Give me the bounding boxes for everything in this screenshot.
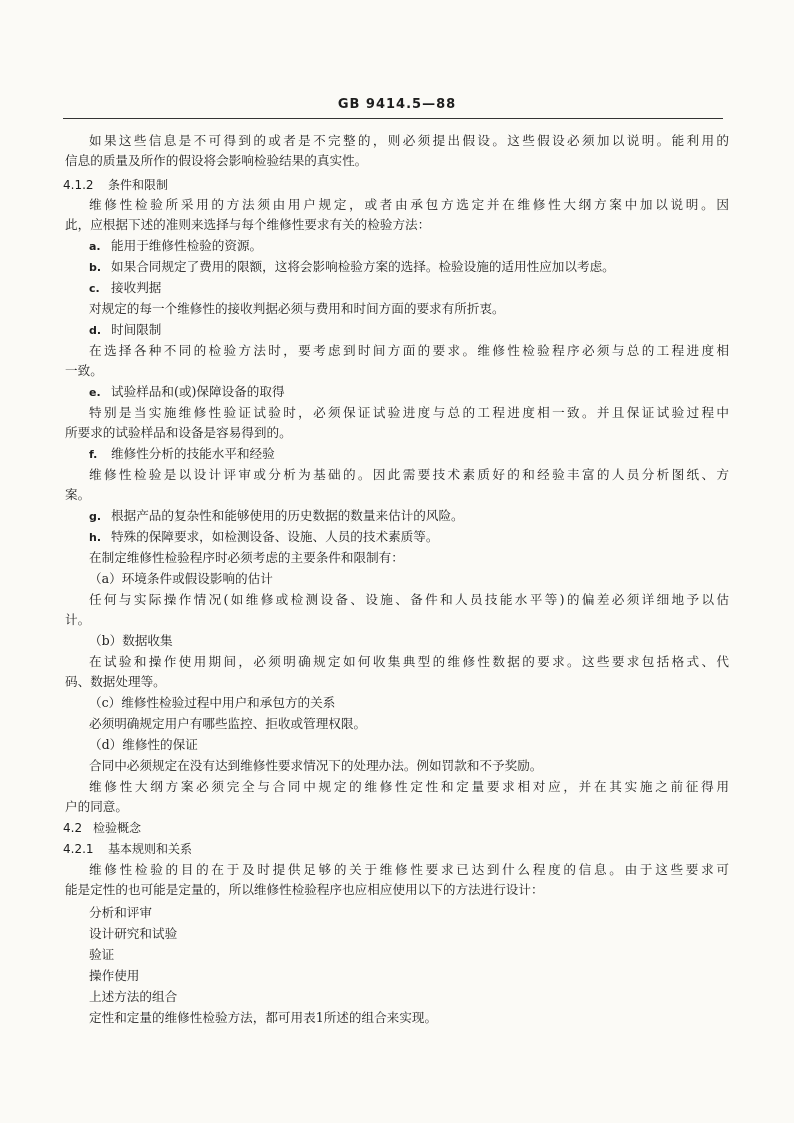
paragraph-line: 户的同意。 [65, 799, 128, 814]
list-label: a. [89, 240, 101, 253]
list-label: f. [89, 448, 98, 461]
paragraph-line: 在制定维修性检验程序时必须考虑的主要条件和限制有： [89, 550, 404, 565]
list-text: 能用于维修性检验的资源。 [111, 238, 263, 253]
list-text: 试验样品和(或)保障设备的取得 [111, 384, 285, 399]
method-list-item: 分析和评审 [89, 905, 152, 920]
paragraph-line: 合同中必须规定在没有达到维修性要求情况下的处理办法。例如罚款和不予奖励。 [89, 758, 543, 773]
section-number: 4.1.2 [63, 178, 94, 192]
list-label: b. [89, 261, 102, 274]
section-title: 基本规则和关系 [108, 842, 193, 856]
list-label: c. [89, 282, 100, 295]
paragraph-line: 码、数据处理等。 [65, 674, 166, 689]
section-title: 条件和限制 [108, 178, 169, 192]
list-item-e [89, 384, 285, 401]
list-item-b [89, 259, 615, 276]
paragraph-line: 案。 [65, 487, 91, 502]
list-text: 接收判据 [111, 280, 162, 295]
list-label: h. [89, 531, 102, 544]
list-label: g. [89, 510, 102, 523]
paragraph-line: 对规定的每一个维修性的接收判据必须与费用和时间方面的要求有所折衷。 [89, 301, 505, 316]
list-item-g [89, 508, 464, 525]
header-rule [63, 118, 723, 119]
section-heading-4-2-1 [63, 841, 192, 857]
list-item-f [89, 446, 275, 463]
method-list-item: 操作使用 [89, 968, 140, 983]
list-item-c [89, 280, 161, 297]
method-list-item: 设计研究和试验 [89, 926, 178, 941]
subheading-a: （a）环境条件或假设影响的估计 [89, 571, 273, 586]
paragraph-line: 维修性检验是以设计评审或分析为基础的。因此需要技术素质好的和经验丰富的人员分析图纸、方 [89, 467, 729, 482]
section-number: 4.2.1 [63, 842, 94, 856]
list-label: d. [89, 324, 102, 337]
subheading-b: （b）数据收集 [89, 633, 173, 648]
method-list-item: 上述方法的组合 [89, 989, 178, 1004]
paragraph-line: 一致。 [65, 363, 103, 378]
paragraph-line: 在选择各种不同的检验方法时，要考虑到时间方面的要求。维修性检验程序必须与总的工程进度相 [89, 343, 729, 358]
list-label: e. [89, 386, 101, 399]
paragraph-line: 维修性大纲方案必须完全与合同中规定的维修性定性和定量要求相对应，并在其实施之前征得用 [89, 779, 729, 794]
section-heading-4-1-2 [63, 177, 168, 193]
list-item-d [89, 322, 161, 339]
paragraph-line: 维修性检验所采用的方法须由用户规定，或者由承包方选定并在维修性大纲方案中加以说明。因 [89, 197, 729, 212]
paragraph-line: 定性和定量的维修性检验方法，都可用表1所述的组合来实现。 [89, 1010, 438, 1025]
list-text: 如果合同规定了费用的限额，这将会影响检验方案的选择。检验设施的适用性应加以考虑。 [111, 259, 615, 274]
list-text: 根据产品的复杂性和能够使用的历史数据的数量来估计的风险。 [111, 508, 464, 523]
paragraph-line: 在试验和操作使用期间，必须明确规定如何收集典型的维修性数据的要求。这些要求包括格式、代 [89, 654, 729, 669]
list-text: 时间限制 [111, 322, 162, 337]
section-heading-4-2 [63, 820, 141, 836]
subheading-d: （d）维修性的保证 [89, 737, 198, 752]
list-item-h [89, 529, 438, 546]
paragraph-line: 维修性检验的目的在于及时提供足够的关于维修性要求已达到什么程度的信息。由于这些要求可 [89, 862, 729, 877]
page-header-doc-number: GB 9414.5—88 [337, 97, 457, 112]
list-text: 维修性分析的技能水平和经验 [111, 446, 275, 461]
paragraph-line: 信息的质量及所作的假设将会影响检验结果的真实性。 [65, 153, 368, 168]
paragraph-line: 所要求的试验样品和设备是容易得到的。 [65, 425, 292, 440]
section-number: 4.2 [63, 821, 83, 835]
paragraph-line: 如果这些信息是不可得到的或者是不完整的，则必须提出假设。这些假设必须加以说明。能利用的 [89, 133, 729, 148]
paragraph-line: 任何与实际操作情况(如维修或检测设备、设施、备件和人员技能水平等)的偏差必须详细地予以估 [89, 592, 729, 607]
section-title: 检验概念 [93, 821, 142, 835]
paragraph-line: 能是定性的也可能是定量的，所以维修性检验程序也应相应使用以下的方法进行设计： [65, 882, 544, 897]
paragraph-line: 此，应根据下述的准则来选择与每个维修性要求有关的检验方法： [65, 217, 431, 232]
method-list-item: 验证 [89, 947, 115, 962]
paragraph-line: 必须明确规定用户有哪些监控、拒收或管理权限。 [89, 716, 367, 731]
list-text: 特殊的保障要求，如检测设备、设施、人员的技术素质等。 [111, 529, 439, 544]
paragraph-line: 特别是当实施维修性验证试验时，必须保证试验进度与总的工程进度相一致。并且保证试验过程中 [89, 405, 729, 420]
paragraph-line: 计。 [65, 612, 91, 627]
subheading-c: （c）维修性检验过程中用户和承包方的关系 [89, 695, 336, 710]
list-item-a [89, 238, 262, 255]
